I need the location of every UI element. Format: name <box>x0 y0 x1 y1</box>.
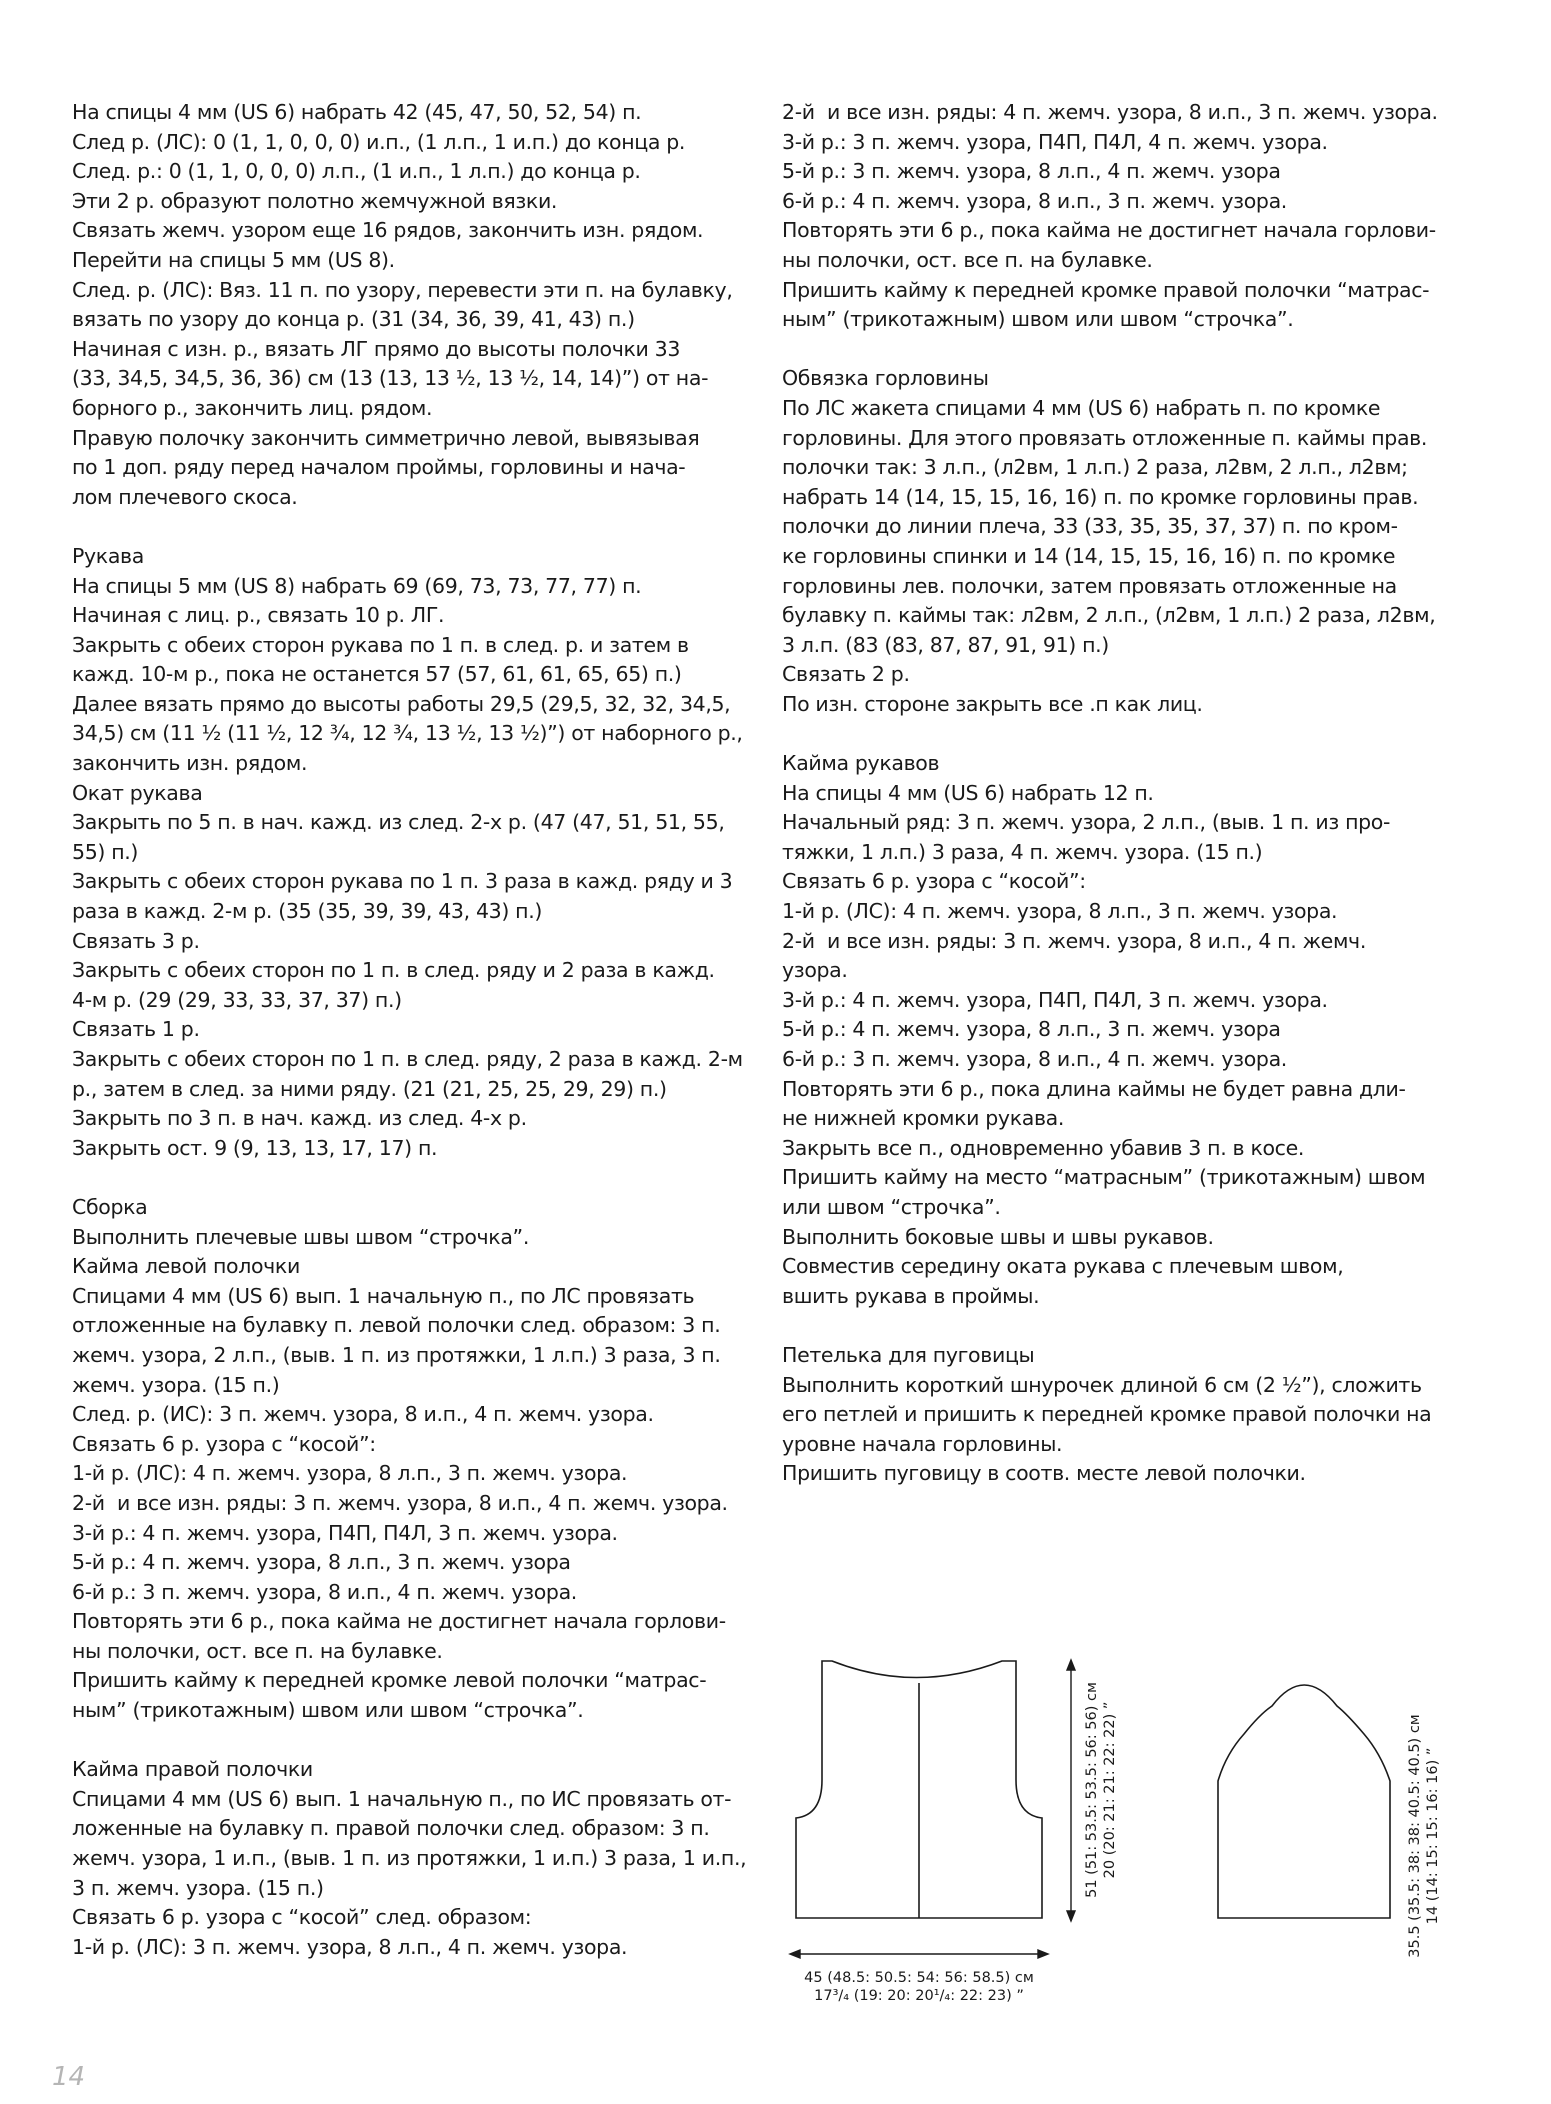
text-line: 6-й р.: 4 п. жемч. узора, 8 и.п., 3 п. жемч. узора. <box>782 188 1287 213</box>
text-line: Начальный ряд: 3 п. жемч. узора, 2 л.п., (выв. 1 п. из про- <box>782 810 1391 835</box>
text-line: Кайма правой полочки <box>72 1757 313 1782</box>
text-line: ны полочки, ост. все п. на булавке. <box>72 1638 443 1663</box>
text-line: Перейти на спицы 5 мм (US 8). <box>72 247 395 272</box>
text-line: Выполнить короткий шнурочек длиной 6 см (2 ½”), сложить <box>782 1372 1422 1397</box>
text-line: Связать 2 р. <box>782 662 910 687</box>
text-line: вшить рукава в проймы. <box>782 1283 1040 1308</box>
text-line: 34,5) см (11 ½ (11 ½, 12 ¾, 12 ¾, 13 ½, 13 ½)”) от наборного р., <box>72 721 743 746</box>
text-line: Закрыть по 5 п. в нач. кажд. из след. 2-х р. (47 (47, 51, 51, 55, <box>72 810 725 835</box>
text-line: 3 п. жемч. узора. (15 п.) <box>72 1875 324 1900</box>
text-line: Связать жемч. узором еще 16 рядов, закончить изн. рядом. <box>72 218 704 243</box>
text-line: На спицы 5 мм (US 8) набрать 69 (69, 73, 73, 77, 77) п. <box>72 573 642 598</box>
text-line: Закрыть с обеих сторон рукава по 1 п. 3 раза в кажд. ряду и 3 <box>72 869 733 894</box>
text-line: 5-й р.: 4 п. жемч. узора, 8 л.п., 3 п. жемч. узора <box>72 1550 571 1575</box>
text-line: На спицы 4 мм (US 6) набрать 42 (45, 47, 50, 52, 54) п. <box>72 100 642 124</box>
text-line: по 1 доп. ряду перед началом проймы, горловины и нача- <box>72 455 686 480</box>
text-line: жемч. узора, 1 и.п., (выв. 1 п. из протяжки, 1 и.п.) 3 раза, 1 и.п., <box>72 1846 747 1871</box>
text-line: По изн. стороне закрыть все .п как лиц. <box>782 691 1203 716</box>
text-line: его петлей и пришить к передней кромке правой полочки на <box>782 1402 1432 1427</box>
text-line: Начиная с лиц. р., связать 10 р. ЛГ. <box>72 603 445 628</box>
text-line: набрать 14 (14, 15, 15, 16, 16) п. по кромке горловины прав. <box>782 484 1419 509</box>
text-line: 4-м р. (29 (29, 33, 33, 37, 37) п.) <box>72 987 402 1012</box>
text-line: На спицы 4 мм (US 6) набрать 12 п. <box>782 780 1154 805</box>
text-line: р., затем в след. за ними ряду. (21 (21, 25, 25, 29, 29) п.) <box>72 1076 667 1101</box>
text-line: раза в кажд. 2-м р. (35 (35, 39, 39, 43, 43) п.) <box>72 899 543 924</box>
text-line: Петелька для пуговицы <box>782 1342 1035 1367</box>
text-line: Правую полочку закончить симметрично левой, вывязывая <box>72 425 700 450</box>
text-line: борного р., закончить лиц. рядом. <box>72 395 433 420</box>
text-line: Сборка <box>72 1194 148 1219</box>
text-line: отложенные на булавку п. левой полочки след. образом: 3 п. <box>72 1313 721 1338</box>
text-line: жемч. узора, 2 л.п., (выв. 1 п. из протяжки, 1 л.п.) 3 раза, 3 п. <box>72 1342 721 1367</box>
text-line: 3 л.п. (83 (83, 87, 87, 91, 91) п.) <box>782 632 1109 657</box>
text-line: 5-й р.: 3 п. жемч. узора, 8 л.п., 4 п. жемч. узора <box>782 159 1281 184</box>
text-line: Спицами 4 мм (US 6) вып. 1 начальную п., по ИС провязать от- <box>72 1786 732 1811</box>
text-line: Окат рукава <box>72 780 203 805</box>
text-line: Далее вязать прямо до высоты работы 29,5 (29,5, 32, 32, 34,5, <box>72 691 731 716</box>
text-line: горловины. Для этого провязать отложенные п. каймы прав. <box>782 425 1428 450</box>
text-line: 2-й и все изн. ряды: 3 п. жемч. узора, 8 и.п., 4 п. жемч. <box>782 928 1366 953</box>
text-line: ложенные на булавку п. правой полочки след. образом: 3 п. <box>72 1816 710 1841</box>
text-line: Закрыть ост. 9 (9, 13, 13, 17, 17) п. <box>72 1135 438 1160</box>
text-line: закончить изн. рядом. <box>72 751 308 776</box>
text-line: Повторять эти 6 р., пока длина каймы не будет равна дли- <box>782 1076 1406 1101</box>
body-length-cm: 51 (51: 53.5: 53.5: 56: 56) см <box>1084 1682 1100 1898</box>
text-line: Начиная с изн. р., вязать ЛГ прямо до высоты полочки 33 <box>72 336 681 361</box>
text-line: 1-й р. (ЛС): 3 п. жемч. узора, 8 л.п., 4 п. жемч. узора. <box>72 1934 628 1959</box>
text-line: тяжки, 1 л.п.) 3 раза, 4 п. жемч. узора. (15 п.) <box>782 839 1263 864</box>
body-length-dimension <box>1067 1660 1075 1921</box>
text-line: Обвязка горловины <box>782 366 989 391</box>
text-line: 1-й р. (ЛС): 4 п. жемч. узора, 8 л.п., 3 п. жемч. узора. <box>782 899 1338 924</box>
sleeve-outline <box>1218 1685 1390 1918</box>
text-line: Выполнить боковые швы и швы рукавов. <box>782 1224 1214 1249</box>
text-line: 3-й р.: 4 п. жемч. узора, П4П, П4Л, 3 п. жемч. узора. <box>72 1520 618 1545</box>
text-line: След. р.: 0 (1, 1, 0, 0, 0) л.п., (1 и.п., 1 л.п.) до конца р. <box>72 159 641 184</box>
text-line: ным” (трикотажным) швом или швом “строчка”. <box>782 307 1294 332</box>
text-line: (33, 34,5, 34,5, 36, 36) см (13 (13, 13 ½, 13 ½, 14, 14)”) от на- <box>72 366 709 391</box>
text-line: Связать 1 р. <box>72 1017 200 1042</box>
text-line: полочки так: 3 л.п., (л2вм, 1 л.п.) 2 раза, л2вм, 2 л.п., л2вм; <box>782 455 1408 480</box>
sleeve-length-cm: 35.5 (35.5: 38: 38: 40.5: 40.5) см <box>1407 1714 1423 1958</box>
text-line: Закрыть с обеих сторон рукава по 1 п. в след. р. и затем в <box>72 632 689 657</box>
text-line: горловины лев. полочки, затем провязать отложенные на <box>782 573 1397 598</box>
text-line: Закрыть все п., одновременно убавив 3 п. в косе. <box>782 1135 1305 1160</box>
text-line: След р. (ЛС): 0 (1, 1, 0, 0, 0) и.п., (1 л.п., 1 и.п.) до конца р. <box>72 129 686 154</box>
text-line: Совместив середину оката рукава с плечевым швом, <box>782 1254 1344 1279</box>
text-line: 3-й р.: 3 п. жемч. узора, П4П, П4Л, 4 п. жемч. узора. <box>782 129 1328 154</box>
page-number: 14 <box>52 2062 86 2092</box>
text-line: Пришить кайму к передней кромке правой полочки “матрас- <box>782 277 1430 302</box>
text-line: 2-й и все изн. ряды: 4 п. жемч. узора, 8 и.п., 3 п. жемч. узора. <box>782 100 1438 124</box>
text-line: Связать 6 р. узора с “косой”: <box>72 1431 376 1456</box>
text-line: 1-й р. (ЛС): 4 п. жемч. узора, 8 л.п., 3 п. жемч. узора. <box>72 1461 628 1486</box>
text-line: Закрыть с обеих сторон по 1 п. в след. ряду, 2 раза в кажд. 2-м <box>72 1047 743 1071</box>
text-line: 55) п.) <box>72 839 139 864</box>
text-line: не нижней кромки рукава. <box>782 1106 1065 1131</box>
text-line: Рукава <box>72 543 144 568</box>
text-line: 2-й и все изн. ряды: 3 п. жемч. узора, 8 и.п., 4 п. жемч. узора. <box>72 1490 728 1515</box>
text-line: ны полочки, ост. все п. на булавке. <box>782 247 1153 272</box>
sleeve-length-in: 14 (14: 15: 15: 16: 16) ” <box>1425 1747 1441 1925</box>
text-line: или швом “строчка”. <box>782 1194 1001 1219</box>
text-line: Повторять эти 6 р., пока кайма не достигнет начала горлови- <box>72 1609 726 1634</box>
text-line: ке горловины спинки и 14 (14, 15, 15, 16, 16) п. по кромке <box>782 543 1396 568</box>
body-width-dimension <box>790 1950 1048 1958</box>
text-line: уровне начала горловины. <box>782 1431 1063 1456</box>
text-line: Выполнить плечевые швы швом “строчка”. <box>72 1224 529 1249</box>
text-line: узора. <box>782 958 848 983</box>
text-line: Спицами 4 мм (US 6) вып. 1 начальную п., по ЛС провязать <box>72 1283 695 1308</box>
text-line: По ЛС жакета спицами 4 мм (US 6) набрать п. по кромке <box>782 395 1381 420</box>
text-line: Кайма рукавов <box>782 751 940 776</box>
text-line: вязать по узору до конца р. (31 (34, 36, 39, 41, 43) п.) <box>72 307 635 332</box>
text-line: лом плечевого скоса. <box>72 484 298 509</box>
body-schematic <box>796 1661 1042 1918</box>
text-line: 6-й р.: 3 п. жемч. узора, 8 и.п., 4 п. жемч. узора. <box>72 1579 577 1604</box>
text-line: 5-й р.: 4 п. жемч. узора, 8 л.п., 3 п. жемч. узора <box>782 1017 1281 1042</box>
text-line: булавку п. каймы так: л2вм, 2 л.п., (л2вм, 1 л.п.) 2 раза, л2вм, <box>782 603 1436 628</box>
text-line: Закрыть с обеих сторон по 1 п. в след. ряду и 2 раза в кажд. <box>72 958 715 983</box>
text-line: Повторять эти 6 р., пока кайма не достигнет начала горлови- <box>782 218 1436 243</box>
text-line: След. р. (ИС): 3 п. жемч. узора, 8 и.п., 4 п. жемч. узора. <box>72 1402 654 1427</box>
text-line: Связать 6 р. узора с “косой”: <box>782 869 1086 894</box>
text-line: След. р. (ЛС): Вяз. 11 п. по узору, перевести эти п. на булавку, <box>72 277 733 302</box>
text-line: полочки до линии плеча, 33 (33, 35, 35, 37, 37) п. по кром- <box>782 514 1398 539</box>
text-line: Кайма левой полочки <box>72 1254 300 1279</box>
text-line: Пришить кайму к передней кромке левой полочки “матрас- <box>72 1668 707 1693</box>
body-width-cm: 45 (48.5: 50.5: 54: 56: 58.5) см <box>804 1970 1034 1986</box>
text-line: Закрыть по 3 п. в нач. кажд. из след. 4-х р. <box>72 1106 527 1131</box>
text-line: ным” (трикотажным) швом или швом “строчка”. <box>72 1698 584 1723</box>
text-line: кажд. 10-м р., пока не останется 57 (57, 61, 61, 65, 65) п.) <box>72 662 682 687</box>
text-line: Пришить кайму на место “матрасным” (трикотажным) швом <box>782 1165 1426 1190</box>
text-line: Эти 2 р. образуют полотно жемчужной вязки. <box>72 188 558 213</box>
body-width-in: 17³/₄ (19: 20: 20¹/₄: 22: 23) ” <box>814 1988 1024 2004</box>
text-line: Пришить пуговицу в соотв. месте левой полочки. <box>782 1461 1306 1486</box>
text-line: 6-й р.: 3 п. жемч. узора, 8 и.п., 4 п. жемч. узора. <box>782 1047 1287 1071</box>
text-line: жемч. узора. (15 п.) <box>72 1372 280 1397</box>
body-length-in: 20 (20: 21: 21: 22: 22) ” <box>1102 1701 1118 1879</box>
text-line: Связать 3 р. <box>72 928 200 953</box>
text-line: Связать 6 р. узора с “косой” след. образом: <box>72 1905 532 1930</box>
text-line: 3-й р.: 4 п. жемч. узора, П4П, П4Л, 3 п. жемч. узора. <box>782 987 1328 1012</box>
